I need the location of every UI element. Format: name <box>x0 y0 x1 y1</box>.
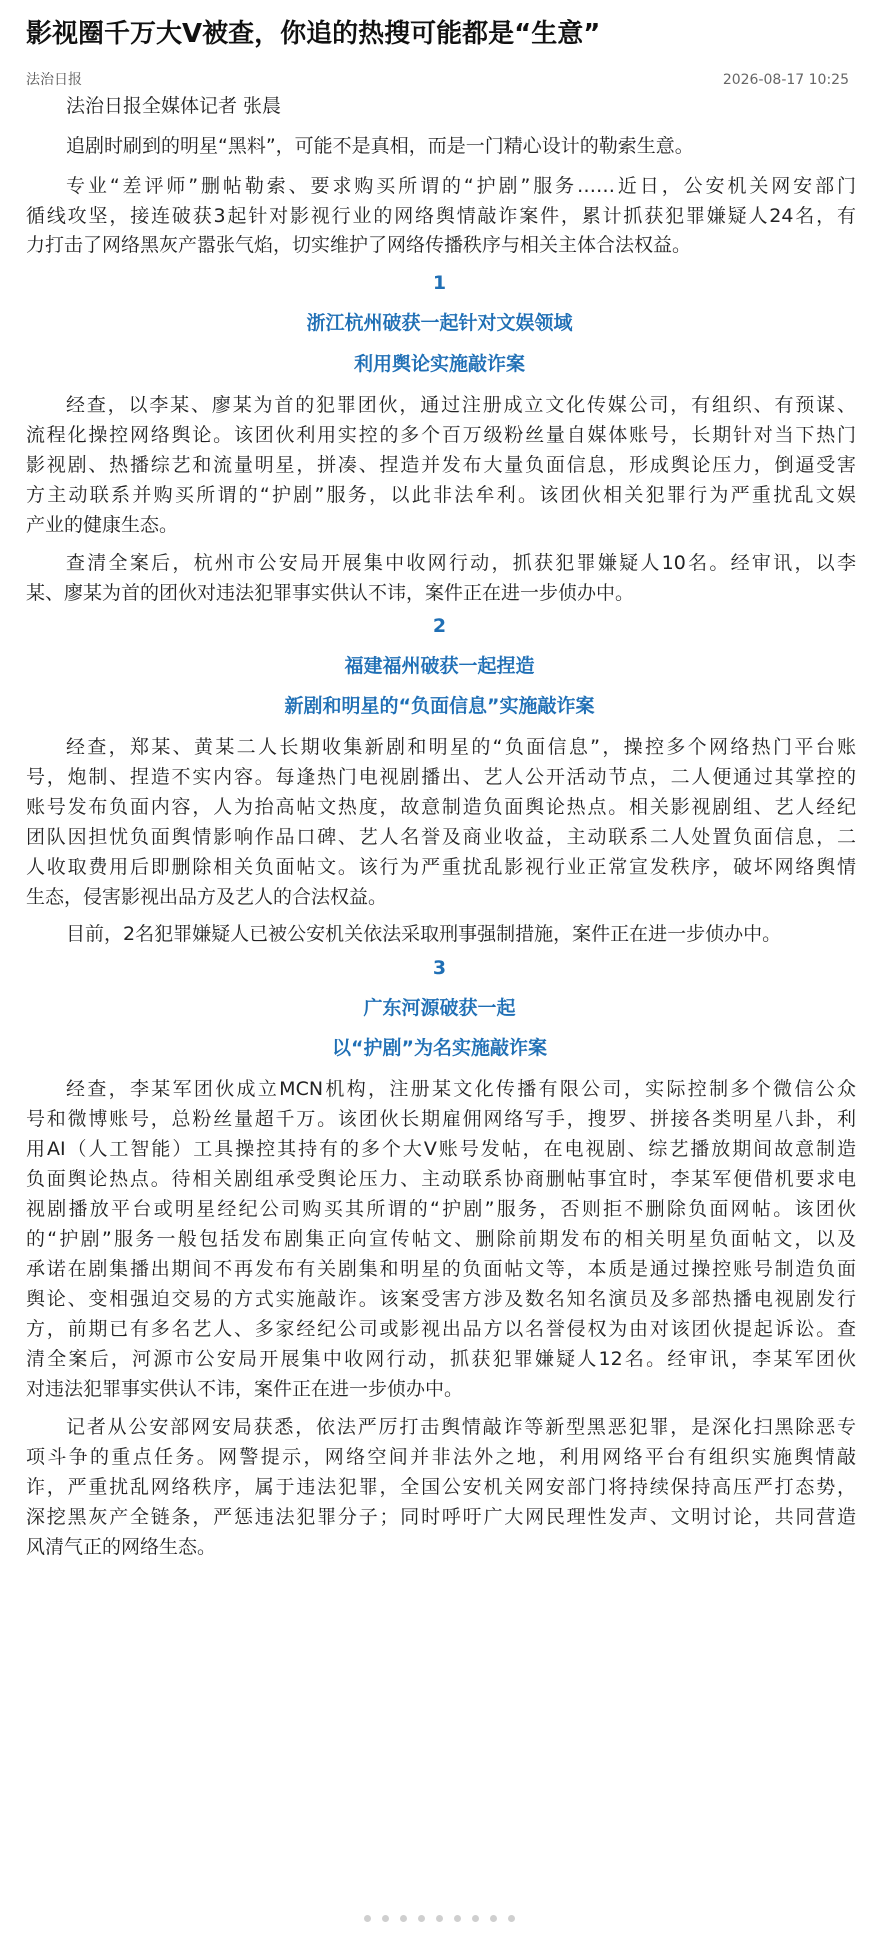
page-dot[interactable] <box>382 1915 389 1922</box>
page-dot[interactable] <box>400 1915 407 1922</box>
page-dot[interactable] <box>508 1915 515 1922</box>
body-line: 查清全案后，杭州市公安局开展集中收网行动，抓获犯罪嫌疑人10名。经审讯，以李 <box>66 552 856 574</box>
body-line: 记者从公安部网安局获悉，依法严厉打击舆情敲诈等新型黑恶犯罪，是深化扫黑除恶专 <box>66 1416 856 1438</box>
page-dot[interactable] <box>436 1915 443 1922</box>
article-title: 影视圈千万大V被查，你追的热搜可能都是“生意” <box>26 19 601 49</box>
page-dot[interactable] <box>364 1915 371 1922</box>
section-heading: 利用舆论实施敲诈案 <box>353 353 525 375</box>
lead-paragraph: 追剧时刷到的明星“黑料”，可能不是真相，而是一门精心设计的勒索生意。 <box>66 135 694 157</box>
body-line: 用AI（人工智能）工具操控其持有的多个大V账号发帖，在电视剧、综艺播放期间故意制造 <box>26 1138 856 1160</box>
body-line: 经查，郑某、黄某二人长期收集新剧和明星的“负面信息”，操控多个网络热门平台账 <box>66 736 856 758</box>
body-line: 对违法犯罪事实供认不讳，案件正在进一步侦办中。 <box>26 1378 464 1400</box>
body-line: 负面舆论热点。待相关剧组承受舆论压力、主动联系协商删帖事宜时，李某军便借机要求电 <box>26 1168 856 1190</box>
section-heading: 福建福州破获一起捏造 <box>344 655 535 677</box>
body-line: 经查，以李某、廖某为首的犯罪团伙，通过注册成立文化传媒公司，有组织、有预谋、 <box>66 394 856 416</box>
body-line: 产业的健康生态。 <box>26 514 179 536</box>
page-dot[interactable] <box>418 1915 425 1922</box>
intro-line: 力打击了网络黑灰产嚣张气焰，切实维护了网络传播秩序与相关主体合法权益。 <box>26 234 692 256</box>
body-line: 号，炮制、捏造不实内容。每逢热门电视剧播出、艺人公开活动节点，二人便通过其掌控的 <box>26 766 856 788</box>
section-heading: 新剧和明星的“负面信息”实施敲诈案 <box>284 695 595 717</box>
body-line: 经查，李某军团伙成立MCN机构，注册某文化传播有限公司，实际控制多个微信公众 <box>66 1078 856 1100</box>
body-line: 目前，2名犯罪嫌疑人已被公安机关依法采取刑事强制措施，案件正在进一步侦办中。 <box>66 923 782 945</box>
article-source[interactable]: 法治日报 <box>26 72 82 88</box>
body-line: 某、廖某为首的团伙对违法犯罪事实供认不讳，案件正在进一步侦办中。 <box>26 582 635 604</box>
page-indicator <box>0 1908 879 1928</box>
body-line: 方主动联系并购买所谓的“护剧”服务，以此非法牟利。该团伙相关犯罪行为严重扰乱文娱 <box>26 484 856 506</box>
page-dot[interactable] <box>490 1915 497 1922</box>
body-line: 深挖黑灰产全链条，严惩违法犯罪分子；同时呼吁广大网民理性发声、文明讨论，共同营造 <box>26 1506 856 1528</box>
body-line: 承诺在剧集播出期间不再发布有关剧集和明星的负面帖文等，本质是通过操控账号制造负面 <box>26 1258 856 1280</box>
body-line: 流程化操控网络舆论。该团伙利用实控的多个百万级粉丝量自媒体账号，长期针对当下热门 <box>26 424 856 446</box>
body-line: 风清气正的网络生态。 <box>26 1536 217 1558</box>
body-line: 清全案后，河源市公安局开展集中收网行动，抓获犯罪嫌疑人12名。经审讯，李某军团伙 <box>26 1348 856 1370</box>
body-line: 的“护剧”服务一般包括发布剧集正向宣传帖文、删除前期发布的相关明星负面帖文，以及 <box>26 1228 856 1250</box>
byline: 法治日报全媒体记者 张晨 <box>66 95 282 117</box>
body-line: 视剧播放平台或明星经纪公司购买其所谓的“护剧”服务，否则拒不删除负面网帖。该团伙 <box>26 1198 856 1220</box>
body-line: 舆论、变相强迫交易的方式实施敲诈。该案受害方涉及数名知名演员及多部热播电视剧发行 <box>26 1288 856 1310</box>
page-dot[interactable] <box>472 1915 479 1922</box>
section-heading: 广东河源破获一起 <box>363 997 516 1019</box>
body-line: 号和微博账号，总粉丝量超千万。该团伙长期雇佣网络写手，搜罗、拼接各类明星八卦，利 <box>26 1108 856 1130</box>
article-datetime: 2026-08-17 10:25 <box>722 72 849 88</box>
section-number: 2 <box>432 615 447 637</box>
section-number: 3 <box>432 957 447 979</box>
body-line: 团队因担忧负面舆情影响作品口碑、艺人名誉及商业收益，主动联系二人处置负面信息，二 <box>26 826 856 848</box>
body-line: 项斗争的重点任务。网警提示，网络空间并非法外之地，利用网络平台有组织实施舆情敲 <box>26 1446 856 1468</box>
section-heading: 浙江杭州破获一起针对文娱领域 <box>306 312 573 334</box>
section-heading: 以“护剧”为名实施敲诈案 <box>332 1037 547 1059</box>
intro-line: 循线攻坚，接连破获3起针对影视行业的网络舆情敲诈案件，累计抓获犯罪嫌疑人24名，有 <box>26 205 856 227</box>
section-number: 1 <box>432 272 447 294</box>
page-dot[interactable] <box>454 1915 461 1922</box>
body-line: 诈，严重扰乱网络秩序，属于违法犯罪，全国公安机关网安部门将持续保持高压严打态势， <box>26 1476 856 1498</box>
body-line: 人收取费用后即删除相关负面帖文。该行为严重扰乱影视行业正常宣发秩序，破坏网络舆情 <box>26 856 856 878</box>
body-line: 生态，侵害影视出品方及艺人的合法权益。 <box>26 886 388 908</box>
body-line: 账号发布负面内容，人为抬高帖文热度，故意制造负面舆论热点。相关影视剧组、艺人经纪 <box>26 796 856 818</box>
body-line: 方，前期已有多名艺人、多家经纪公司或影视出品方以名誉侵权为由对该团伙提起诉讼。查 <box>26 1318 856 1340</box>
body-line: 影视剧、热播综艺和流量明星，拼凑、捏造并发布大量负面信息，形成舆论压力，倒逼受害 <box>26 454 856 476</box>
intro-line: 专业“差评师”删帖勒索、要求购买所谓的“护剧”服务……近日，公安机关网安部门 <box>66 175 856 197</box>
